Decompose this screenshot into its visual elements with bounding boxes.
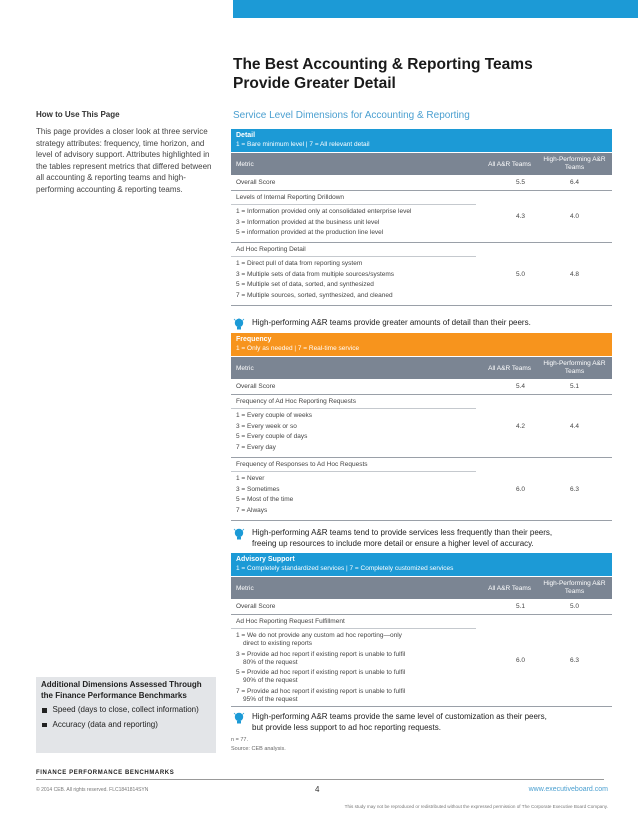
square-bullet-icon	[42, 708, 47, 713]
metric-title: Ad Hoc Reporting Detail	[236, 246, 306, 253]
top-accent-bar	[233, 0, 638, 18]
high-performing-column-header: High-Performing A&R Teams	[543, 156, 606, 171]
overall-score-label: Overall Score	[236, 179, 276, 186]
overall-score-row	[231, 175, 612, 191]
note-text: freeing up resources to include more detail or ensure a higher level of accuracy.	[252, 538, 534, 548]
high-performing-value: 4.4	[569, 422, 580, 430]
bullet-text: Accuracy (data and reporting)	[52, 719, 158, 729]
frequency-table	[231, 333, 612, 521]
scale-item: 90% of the request	[243, 677, 298, 685]
table-row	[231, 191, 612, 243]
bullet-text: Speed (days to close, collect information)	[52, 705, 199, 714]
scale-item: 3 = Multiple sets of data from multiple sources/systems	[236, 270, 395, 278]
page-title	[233, 55, 628, 93]
scale-item: 1 = Direct pull of data from reporting system	[236, 260, 363, 267]
disclaimer: This study may not be reproduced or redistributed without the expressed permission of The Corporate Executive Board Company.	[344, 804, 608, 809]
frequency-band-title: Frequency	[236, 336, 272, 343]
all-teams-column-header: All A&R Teams	[488, 160, 531, 168]
page-number: 4	[315, 785, 320, 794]
high-performing-value: 6.4	[569, 179, 580, 186]
frequency-note	[233, 528, 628, 549]
table-row	[231, 395, 612, 458]
overall-score-row	[231, 379, 612, 395]
how-to-use-heading: How to Use This Page	[36, 110, 120, 119]
metric-title: Levels of Internal Reporting Drilldown	[236, 194, 345, 201]
all-teams-value: 4.2	[515, 422, 525, 430]
scale-item: 5 = Every couple of days	[236, 433, 308, 441]
note-text: High-performing A&R teams provide the same level of customization as their peers,	[252, 712, 547, 721]
high-performing-value: 6.3	[569, 657, 580, 664]
scale-item: 3 = Every week or so	[236, 422, 297, 430]
scale-item: 80% of the request	[243, 658, 298, 666]
metric-column-header: Metric	[236, 364, 254, 372]
all-teams-value: 6.0	[515, 485, 525, 493]
detail-band-title: Detail	[236, 132, 256, 139]
metric-column-header: Metric	[236, 584, 254, 592]
detail-table	[231, 129, 612, 306]
advisory-support-table	[231, 553, 612, 707]
overall-score-label: Overall Score	[236, 603, 276, 610]
scale-item: 3 = Provide ad hoc report if existing report is unable to fulfil	[236, 650, 406, 658]
all-teams-value: 5.0	[515, 270, 525, 278]
scale-item: 7 = Provide ad hoc report if existing report is unable to fulfil	[236, 687, 406, 695]
metric-column-header: Metric	[236, 160, 254, 168]
frequency-band-scale: 1 = Only as needed | 7 = Real-time service	[236, 344, 360, 352]
list-item	[41, 705, 211, 716]
all-teams-column-header: All A&R Teams	[488, 584, 531, 592]
list-item	[41, 720, 211, 731]
advisory-note	[233, 712, 628, 733]
advisory-band-title: Advisory Support	[236, 556, 295, 563]
scale-item: 1 = We do not provide any custom ad hoc reporting—only	[236, 632, 402, 639]
scale-item: 3 = Sometimes	[236, 485, 280, 493]
metric-title: Frequency of Responses to Ad Hoc Requests	[236, 461, 368, 468]
lightbulb-icon	[233, 712, 252, 733]
additional-dimensions-title: Additional Dimensions Assessed Through the Finance Performance Benchmarks	[41, 680, 202, 700]
high-performing-value: 6.3	[569, 485, 580, 493]
high-performing-value: 5.1	[569, 383, 580, 390]
section-title: Service Level Dimensions for Accounting & Reporting	[233, 110, 470, 121]
note-text: High-performing A&R teams provide greater amounts of detail than their peers.	[252, 318, 531, 327]
scale-item: 7 = Multiple sources, sorted, synthesized, and cleaned	[236, 291, 393, 299]
scale-item: 1 = Never	[236, 475, 265, 482]
scale-item: 7 = Every day	[236, 443, 276, 451]
copyright: © 2014 CEB. All rights reserved. FLC1841814SYN	[36, 787, 149, 793]
scale-item: 95% of the request	[243, 695, 298, 703]
detail-band	[231, 129, 612, 152]
scale-item: 1 = Every couple of weeks	[236, 412, 313, 419]
overall-score-label: Overall Score	[236, 383, 276, 390]
scale-item: direct to existing reports	[243, 640, 313, 647]
scale-item: 5 = Provide ad hoc report if existing report is unable to fulfil	[236, 669, 406, 677]
table-header	[231, 152, 612, 175]
additional-dimensions-box	[36, 677, 216, 753]
lightbulb-icon	[233, 528, 252, 549]
page-title-line-1: The Best Accounting & Reporting Teams	[233, 56, 533, 73]
sample-size: n = 77.	[231, 737, 248, 743]
advisory-band	[231, 553, 612, 576]
high-performing-column-header: High-Performing A&R Teams	[543, 580, 606, 595]
table-header	[231, 356, 612, 379]
overall-score-row	[231, 599, 612, 615]
metric-title: Frequency of Ad Hoc Reporting Requests	[236, 398, 356, 405]
advisory-band-scale: 1 = Completely standardized services | 7 = Completely customized services	[236, 564, 454, 572]
footer-divider	[36, 779, 604, 780]
all-teams-column-header: All A&R Teams	[488, 364, 531, 372]
metric-title: Ad Hoc Reporting Request Fulfillment	[236, 618, 345, 625]
detail-band-scale: 1 = Bare minimum level | 7 = All relevant detail	[236, 140, 370, 148]
all-teams-value: 5.4	[515, 383, 525, 390]
website-link[interactable]: www.executiveboard.com	[528, 786, 608, 793]
scale-item: 7 = Always	[236, 506, 268, 514]
page-title-line-2: Provide Greater Detail	[233, 75, 396, 92]
all-teams-value: 5.5	[515, 179, 525, 186]
scale-item: 5 = Most of the time	[236, 496, 294, 504]
high-performing-value: 4.0	[569, 213, 580, 220]
how-to-use-text: This page provides a closer look at three service strategy attributes: frequency, time horizon, and level of advisory support. Attributes highlighted in the tables represent metrics that differed between all accounting & reporting teams and high-performing accounting & reporting teams.	[36, 127, 212, 194]
scale-item: 1 = Information provided only at consolidated enterprise level	[236, 208, 412, 215]
all-teams-value: 4.3	[515, 213, 525, 220]
table-header	[231, 576, 612, 599]
source-note: Source: CEB analysis.	[231, 746, 286, 752]
table-row	[231, 615, 612, 707]
all-teams-value: 6.0	[515, 657, 525, 664]
high-performing-column-header: High-Performing A&R Teams	[543, 360, 606, 375]
high-performing-value: 5.0	[569, 603, 580, 610]
scale-item: 5 = Multiple set of data, sorted, and synthesized	[236, 281, 374, 289]
frequency-band	[231, 333, 612, 356]
all-teams-value: 5.1	[515, 603, 525, 610]
scale-item: 3 = Information provided at the business unit level	[236, 218, 380, 226]
high-performing-value: 4.8	[569, 270, 580, 278]
note-text: but provide less support to ad hoc reporting requests.	[252, 722, 441, 732]
footer-label: FINANCE PERFORMANCE BENCHMARKS	[36, 770, 175, 776]
table-row	[231, 458, 612, 521]
square-bullet-icon	[42, 723, 47, 728]
scale-item: 5 = information provided at the production line level	[236, 229, 384, 237]
note-text: High-performing A&R teams tend to provide services less frequently than their peers,	[252, 528, 553, 537]
table-row	[231, 243, 612, 306]
